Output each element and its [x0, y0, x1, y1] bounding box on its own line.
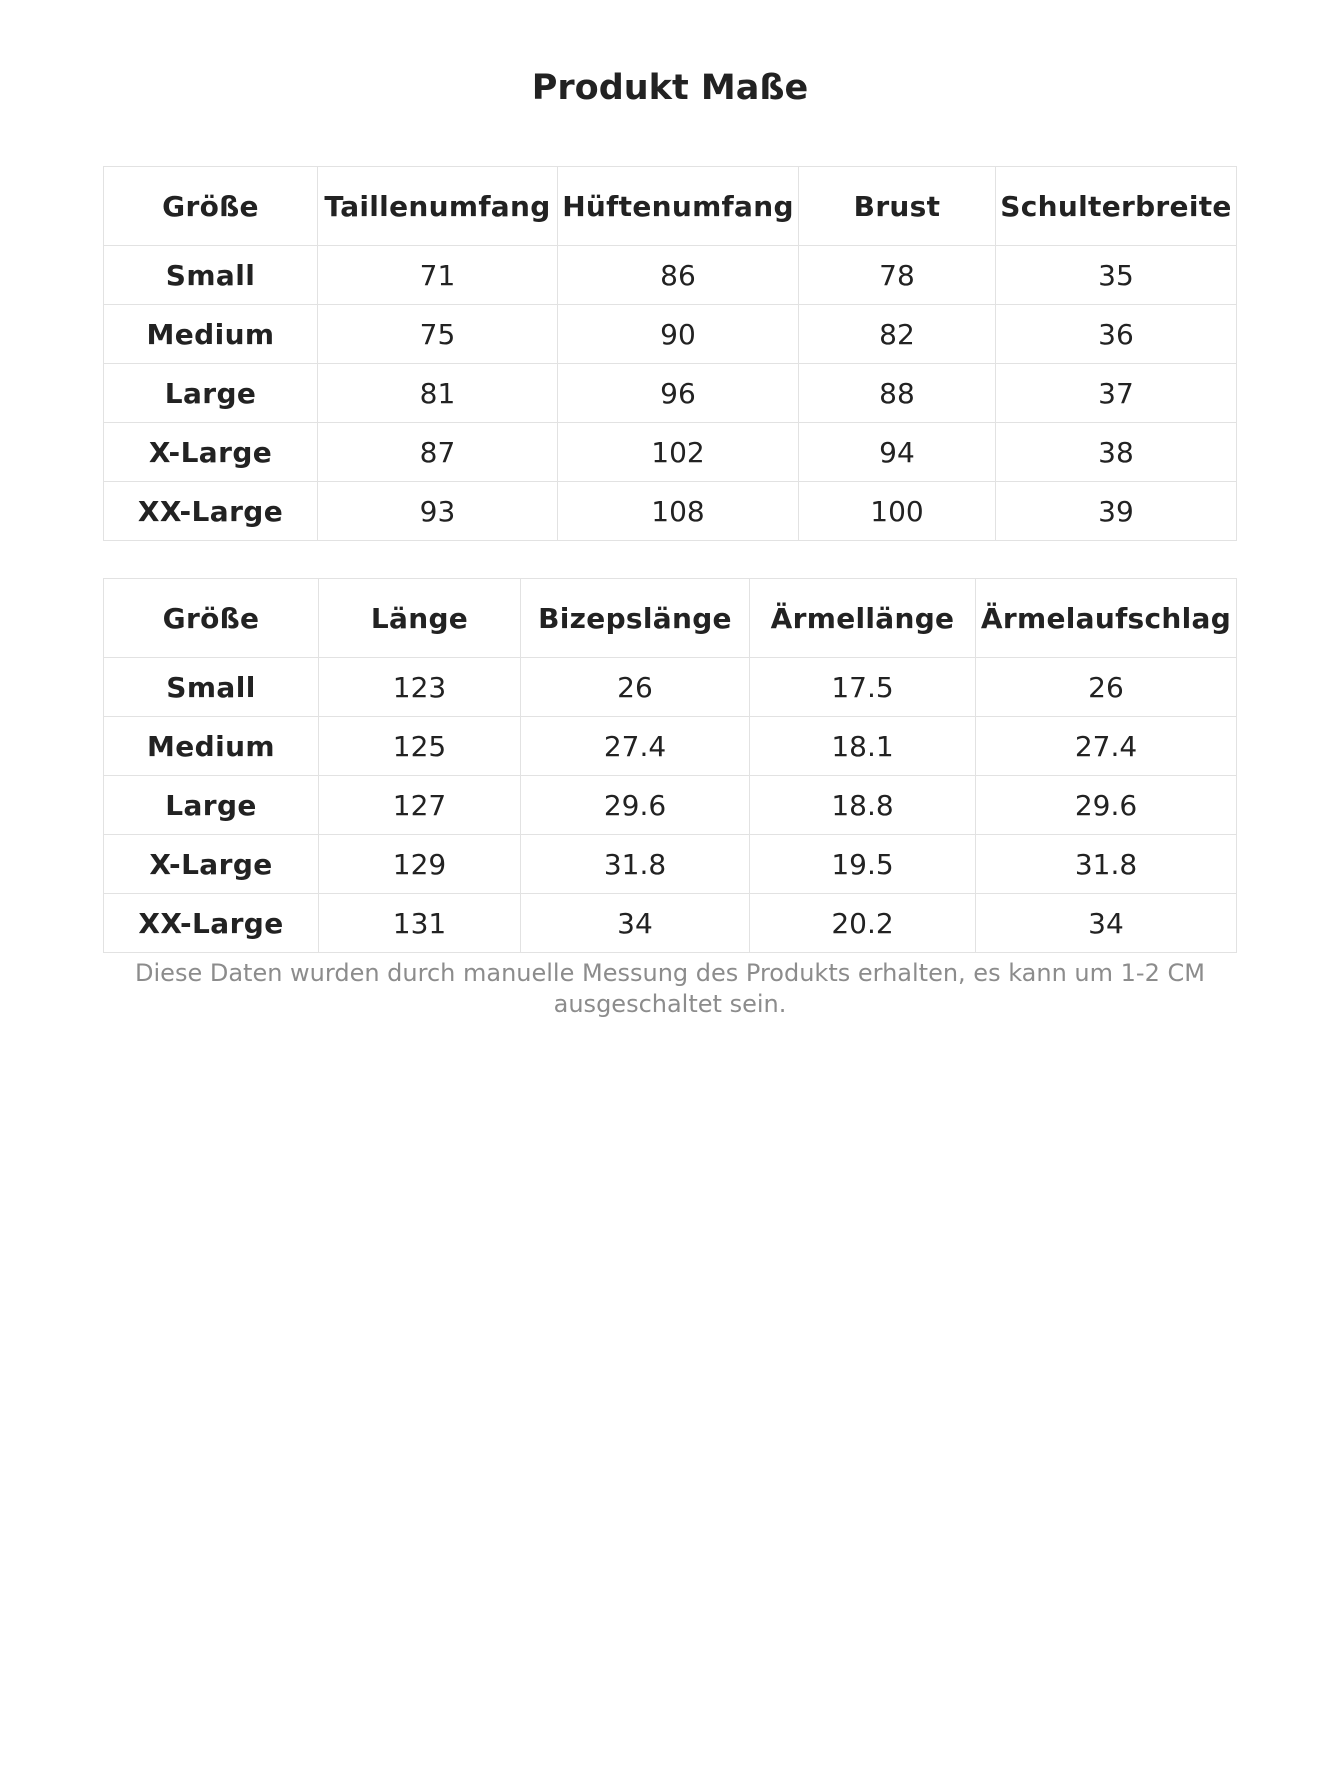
table-cell: 129: [319, 835, 521, 894]
table-cell: 27.4: [521, 717, 750, 776]
size-label: XX-Large: [104, 894, 319, 953]
table-cell: 71: [318, 246, 558, 305]
size-label: Small: [104, 246, 318, 305]
table-cell: 102: [558, 423, 799, 482]
size-table-body-measurements: [103, 166, 1237, 541]
table-cell: 81: [318, 364, 558, 423]
table-cell: 131: [319, 894, 521, 953]
size-label: Medium: [104, 305, 318, 364]
table-row: [104, 246, 1237, 305]
table-cell: 78: [799, 246, 996, 305]
table-cell: 39: [996, 482, 1237, 541]
column-header-chest: Brust: [799, 167, 996, 246]
table-cell: 26: [521, 658, 750, 717]
table-cell: 17.5: [750, 658, 976, 717]
column-header-cuff: Ärmelaufschlag: [976, 579, 1237, 658]
table-cell: 86: [558, 246, 799, 305]
table-cell: 36: [996, 305, 1237, 364]
measurement-footnote: Diese Daten wurden durch manuelle Messung des Produkts erhalten, es kann um 1-2 CM ausgeschaltet sein.: [135, 959, 1205, 1018]
column-header-size: Größe: [104, 167, 318, 246]
table-cell: 123: [319, 658, 521, 717]
table-row: [104, 423, 1237, 482]
table-cell: 18.8: [750, 776, 976, 835]
size-table-length-measurements: [103, 578, 1237, 953]
table-cell: 93: [318, 482, 558, 541]
table-cell: 29.6: [521, 776, 750, 835]
size-label: Large: [104, 776, 319, 835]
table-cell: 38: [996, 423, 1237, 482]
table-row: [104, 364, 1237, 423]
table-header-row: [104, 167, 1237, 246]
table-cell: 75: [318, 305, 558, 364]
table-cell: 127: [319, 776, 521, 835]
table-cell: 100: [799, 482, 996, 541]
table-cell: 88: [799, 364, 996, 423]
size-label: XX-Large: [104, 482, 318, 541]
column-header-sleeve-length: Ärmellänge: [750, 579, 976, 658]
table-row: [104, 717, 1237, 776]
size-label: Medium: [104, 717, 319, 776]
table-cell: 29.6: [976, 776, 1237, 835]
table-cell: 108: [558, 482, 799, 541]
table-cell: 34: [521, 894, 750, 953]
table-cell: 125: [319, 717, 521, 776]
page-title: Produkt Maße: [531, 68, 809, 108]
table-cell: 82: [799, 305, 996, 364]
table-cell: 87: [318, 423, 558, 482]
table-cell: 90: [558, 305, 799, 364]
table-cell: 34: [976, 894, 1237, 953]
table-cell: 94: [799, 423, 996, 482]
table-cell: 27.4: [976, 717, 1237, 776]
table-row: [104, 482, 1237, 541]
table-cell: 18.1: [750, 717, 976, 776]
column-header-waist: Taillenumfang: [318, 167, 558, 246]
size-label: X-Large: [104, 423, 318, 482]
table-cell: 31.8: [976, 835, 1237, 894]
table-header-row: [104, 579, 1237, 658]
table-cell: 35: [996, 246, 1237, 305]
table-row: [104, 835, 1237, 894]
column-header-hip: Hüftenumfang: [558, 167, 799, 246]
table-cell: 37: [996, 364, 1237, 423]
table-row: [104, 305, 1237, 364]
column-header-length: Länge: [319, 579, 521, 658]
table-cell: 31.8: [521, 835, 750, 894]
column-header-shoulder: Schulterbreite: [996, 167, 1237, 246]
table-cell: 20.2: [750, 894, 976, 953]
table-cell: 19.5: [750, 835, 976, 894]
table-row: [104, 776, 1237, 835]
column-header-size: Größe: [104, 579, 319, 658]
size-label: Small: [104, 658, 319, 717]
column-header-bicep: Bizepslänge: [521, 579, 750, 658]
size-label: Large: [104, 364, 318, 423]
table-row: [104, 658, 1237, 717]
table-cell: 96: [558, 364, 799, 423]
table-row: [104, 894, 1237, 953]
table-cell: 26: [976, 658, 1237, 717]
size-label: X-Large: [104, 835, 319, 894]
